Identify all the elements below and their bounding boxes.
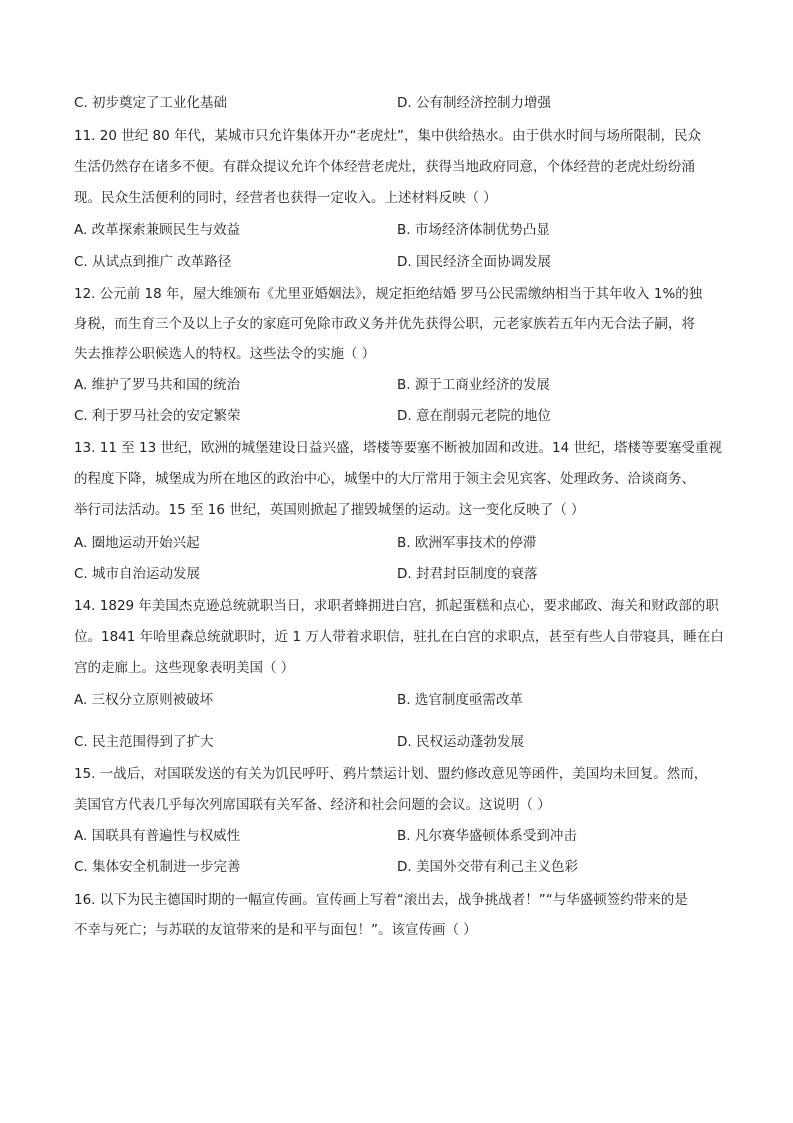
q12-stem-line: 身税，而生育三个及以上子女的家庭可免除市政义务并优先获得公职，元老家族若五年内无合法子嗣，将 [74, 316, 695, 332]
q11-stem-line: 生活仍然存在诸多不便。有群众提议允许个体经营老虎灶，获得当地政府同意，个体经营的老虎灶纷纷涌 [74, 159, 695, 175]
q11-option-a: A. 改革探索兼顾民生与效益 [74, 222, 241, 238]
q13-option-b: B. 欧洲军事技术的停滞 [397, 535, 537, 551]
q15-option-a: A. 国联具有普遍性与权威性 [74, 828, 241, 844]
q15-option-b: B. 凡尔赛华盛顿体系受到冲击 [397, 828, 577, 844]
q11-stem-line: 现。民众生活便利的同时，经营者也获得一定收入。上述材料反映（ ） [74, 190, 497, 206]
q13-stem-line: 的程度下降，城堡成为所在地区的政治中心，城堡中的大厅常用于领主会见宾客、处理政务、洽谈商务、 [74, 471, 695, 487]
q14-option-b: B. 选官制度亟需改革 [397, 692, 523, 708]
q12-option-c: C. 利于罗马社会的安定繁荣 [74, 408, 241, 424]
q10-option-d: D. 公有制经济控制力增强 [397, 95, 551, 111]
q15-option-c: C. 集体安全机制进一步完善 [74, 859, 241, 875]
q14-option-a: A. 三权分立原则被破坏 [74, 692, 214, 708]
q14-option-c: C. 民主范围得到了扩大 [74, 734, 214, 750]
q11-option-b: B. 市场经济体制优势凸显 [397, 222, 550, 238]
q14-stem-line: 位。1841 年哈里森总统就职时，近 1 万人带着求职信，驻扎在白宫的求职点，甚至有些人自带寝具，睡在白 [74, 629, 724, 645]
q11-option-d: D. 国民经济全面协调发展 [397, 254, 551, 270]
q14-stem-line: 宫的走廊上。这些现象表明美国（ ） [74, 660, 295, 676]
q12-stem-line: 失去推荐公职候选人的特权。这些法令的实施（ ） [74, 346, 376, 362]
q12-option-a: A. 维护了罗马共和国的统治 [74, 377, 241, 393]
q13-stem-line: 13. 11 至 13 世纪，欧洲的城堡建设日益兴盛，塔楼等要塞不断被加固和改进。14 世纪，塔楼等要塞受重视 [74, 440, 722, 456]
q13-option-d: D. 封君封臣制度的衰落 [397, 566, 538, 582]
q15-stem-line: 美国官方代表几乎每次列席国联有关军备、经济和社会问题的会议。这说明（ ） [74, 797, 551, 813]
q12-option-b: B. 源于工商业经济的发展 [397, 377, 550, 393]
q11-option-c: C. 从试点到推广 改革路径 [74, 254, 232, 270]
q10-option-c: C. 初步奠定了工业化基础 [74, 95, 228, 111]
q11-stem-line: 11. 20 世纪 80 年代，某城市只允许集体开办“老虎灶”，集中供给热水。由于供水时间与场所限制，民众 [74, 128, 701, 144]
q12-option-d: D. 意在削弱元老院的地位 [397, 408, 551, 424]
q13-stem-line: 举行司法活动。15 至 16 世纪，英国则掀起了摧毁城堡的运动。这一变化反映了（ ） [74, 502, 585, 518]
q16-stem-line: 16. 以下为民主德国时期的一幅宣传画。宣传画上写着“滚出去，战争挑战者！”“与华盛顿签约带来的是 [74, 892, 688, 908]
q13-option-c: C. 城市自治运动发展 [74, 566, 201, 582]
q12-stem-line: 12. 公元前 18 年，屋大维颁布《尤里亚婚姻法》，规定拒绝结婚 罗马公民需缴纳相当于其年收入 1%的独 [74, 286, 703, 302]
q14-stem-line: 14. 1829 年美国杰克逊总统就职当日，求职者蜂拥进白宫，抓起蛋糕和点心，要求邮政、海关和财政部的职 [74, 598, 719, 614]
q15-stem-line: 15. 一战后，对国联发送的有关为饥民呼吁、鸦片禁运计划、盟约修改意见等函件，美国均未回复。然而， [74, 766, 708, 782]
q16-stem-line: 不幸与死亡；与苏联的友谊带来的是和平与面包！”。该宣传画（ ） [74, 922, 477, 938]
q15-option-d: D. 美国外交带有利己主义色彩 [397, 859, 578, 875]
q14-option-d: D. 民权运动蓬勃发展 [397, 734, 524, 750]
q13-option-a: A. 圈地运动开始兴起 [74, 535, 200, 551]
